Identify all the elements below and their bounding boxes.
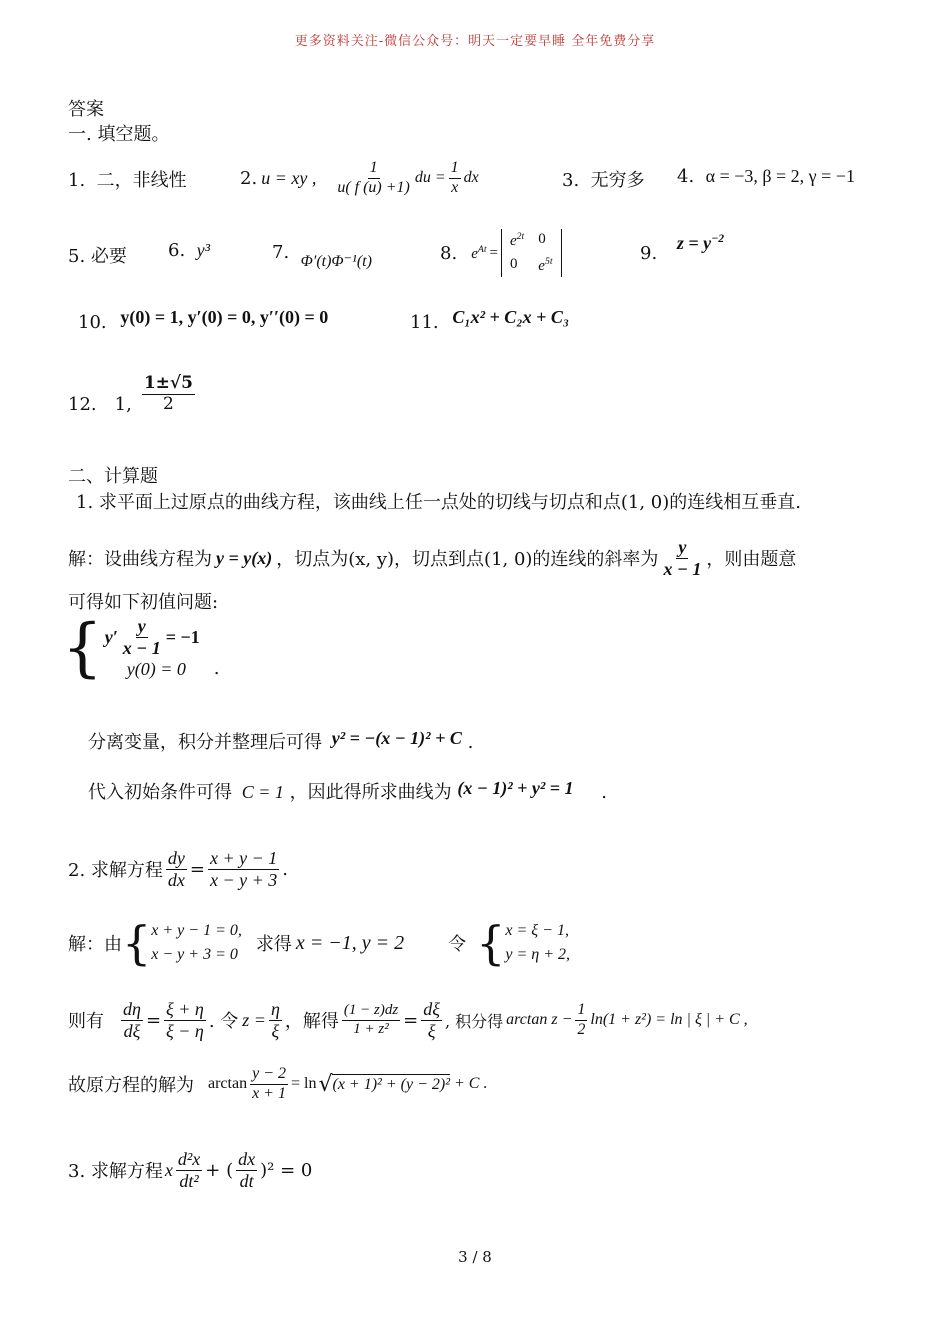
problem-3-question — [68, 1140, 312, 1200]
answer-4-number: 4. — [677, 166, 695, 187]
p2-l2c: (x + 1)² + (y − 2)² — [332, 1076, 450, 1093]
p2-eq2: = — [145, 1009, 162, 1031]
p2-l1: 则有 — [68, 1011, 104, 1032]
p2-f5-den: ξ — [427, 1020, 436, 1041]
p2-s3: 令 — [448, 934, 467, 955]
p1-l2-end: . — [601, 782, 608, 803]
answer-8-lhs — [471, 244, 486, 263]
p2-cond-2 — [505, 919, 570, 967]
problem-2-question — [68, 840, 288, 898]
p2-cond-1 — [151, 919, 242, 967]
p2-f5 — [421, 999, 442, 1041]
frac-1-den: u( f (u) +1) — [337, 178, 410, 196]
problem-2-solution-line-1 — [68, 914, 570, 972]
answer-8-number: 8. — [440, 242, 458, 264]
p2-f6 — [575, 1001, 587, 1039]
answer-8-eq: = — [489, 244, 498, 261]
answer-9 — [640, 232, 725, 265]
p2-arctan: arctan z − — [506, 1011, 573, 1028]
p2-f7 — [250, 1065, 288, 1103]
p2-frac-1 — [166, 848, 187, 890]
sys1-den: x − 1 — [122, 638, 161, 658]
p2-f2-den: ξ − η — [166, 1020, 204, 1041]
p2-f7-num: y − 2 — [250, 1065, 288, 1084]
q12-num: 1±√5 — [143, 372, 193, 393]
m22-e: e — [538, 257, 545, 274]
matrix-21: 0 — [510, 256, 518, 272]
system-line-1 — [105, 616, 200, 658]
sys1-frac — [121, 616, 163, 658]
p2-f6-den: 2 — [577, 1020, 586, 1038]
answer-9-text — [677, 233, 724, 253]
answer-1 — [68, 166, 187, 192]
answer-10-number: 10. — [78, 312, 107, 333]
answer-1-number: 1. — [68, 170, 86, 191]
p1-l2: 代入初始条件可得 — [88, 782, 232, 803]
answer-2-frac-2 — [449, 159, 461, 197]
answer-6-number: 6. — [168, 240, 186, 261]
p2-c2: x − y + 3 = 0 — [151, 946, 238, 963]
answer-2-number: 2. — [240, 167, 258, 189]
answer-9-number: 9. — [640, 243, 658, 265]
p3-f1 — [176, 1149, 202, 1191]
q12-den: 2 — [162, 393, 174, 414]
problem-1-system — [62, 611, 220, 685]
p2-f2-num: ξ + η — [166, 998, 204, 1019]
p2-f3-den: ξ — [271, 1020, 280, 1041]
sys1-num: y — [137, 616, 146, 637]
p2-f3 — [269, 999, 282, 1041]
q8-e: e — [471, 245, 478, 262]
p2-l1e: ln(1 + z²) = ln | ξ | + C , — [590, 1011, 748, 1028]
sys1-rhs: = −1 — [165, 627, 200, 647]
p2-f1-num: dη — [123, 998, 141, 1019]
q9-main: z = y — [676, 233, 712, 254]
sys1-yprime: y′ — [104, 627, 118, 647]
p2-l1c: ，解得 — [284, 1011, 339, 1032]
problem-1-solution-line-1 — [68, 530, 796, 586]
sqrt-icon: √ — [318, 1071, 333, 1097]
frac-2-den: x — [451, 178, 459, 196]
p2-frac-2-num: x + y − 1 — [210, 847, 278, 868]
system-end: . — [213, 657, 220, 679]
p1-slope-den: x − 1 — [663, 558, 702, 579]
m11-sup: 2t — [516, 231, 525, 243]
p2-f4-den: 1 + z² — [353, 1020, 389, 1037]
p2-s2: 求得 — [255, 934, 292, 955]
p2-l2d: + C . — [453, 1075, 488, 1092]
answer-7-text: Φ′(t)Φ⁻¹(t) — [300, 253, 372, 270]
p2-frac-2 — [208, 848, 279, 890]
problem-1-solution-line-2: 可得如下初值问题: — [68, 592, 219, 613]
answer-8 — [440, 224, 562, 282]
answer-3-number: 3. — [562, 170, 580, 191]
problem-1-question: 1. 求平面上过原点的曲线方程，该曲线上任一点处的切线与切点和点(1, 0)的连线相互垂直. — [76, 492, 802, 513]
problem-2-solution-line-3 — [68, 1056, 487, 1112]
p2-z: z = — [242, 1009, 266, 1030]
p2-s1: 解：由 — [68, 934, 122, 955]
p2-f6-num: 1 — [575, 1001, 587, 1020]
system-lines — [105, 616, 200, 679]
p1-s2: ，切点为(x, y)，切点到点(1, 0)的连线的斜率为 — [276, 549, 659, 570]
calc-section-title: 二、计算题 — [68, 466, 158, 487]
p3-f2 — [236, 1149, 257, 1191]
p1-l2-math: C = 1 — [241, 782, 284, 802]
p3-f1-den: dt² — [179, 1170, 199, 1191]
p2-f1 — [121, 999, 143, 1041]
p3-q: 3. 求解方程 — [68, 1161, 163, 1182]
p3-x: x — [164, 1159, 173, 1180]
p2-f4 — [342, 1002, 400, 1038]
answer-2-frac-1 — [335, 159, 412, 197]
problem-2-solution-line-2 — [68, 992, 748, 1048]
answer-12 — [68, 372, 198, 432]
m22-sup: 5t — [544, 256, 553, 267]
p1-l1-end: . — [467, 732, 474, 753]
answer-5: 5. 必要 — [68, 246, 127, 267]
answer-2-du: du = — [414, 169, 446, 186]
page-number: 3 / 8 — [458, 1248, 492, 1266]
answer-1-text: 二，非线性 — [96, 170, 187, 191]
answer-7-number: 7. — [272, 242, 290, 263]
answer-11-number: 11. — [410, 312, 439, 333]
answer-2-dx: dx — [463, 169, 479, 186]
p2-f1-den: dξ — [123, 1020, 141, 1041]
answer-12-frac — [142, 374, 195, 414]
header-banner: 更多资料关注-微信公众号：明天一定要早睡 全年免费分享 — [294, 34, 656, 49]
p2-f4-num: (1 − z)dz — [342, 1002, 400, 1020]
frac-1-num: 1 — [368, 159, 380, 178]
answer-7 — [272, 242, 372, 270]
p2-eq: = — [189, 858, 205, 880]
p1-l1-math: y² = −(x − 1)² + C — [331, 728, 462, 748]
p3-f2-den: dt — [239, 1170, 254, 1191]
p2-frac-1-num: dy — [167, 847, 185, 868]
matrix-22 — [538, 256, 552, 275]
answer-11 — [410, 307, 570, 333]
frac-2-num: 1 — [449, 159, 461, 178]
p1-l1: 分离变量，积分并整理后可得 — [88, 732, 322, 753]
answer-12-a: 1, — [114, 393, 132, 415]
p1-s3: ，则由题意 — [706, 549, 797, 570]
p3-f1-num: d²x — [177, 1148, 201, 1169]
answer-2 — [240, 150, 479, 206]
p2-l2: 故原方程的解为 — [68, 1075, 194, 1096]
p2-brace-1: { — [122, 916, 152, 970]
p2-l2b: = ln — [290, 1075, 317, 1092]
p3-f2-num: dx — [238, 1148, 256, 1169]
q9-sup: −2 — [711, 232, 725, 245]
p1-slope-num: y — [678, 536, 687, 557]
answer-8-matrix — [501, 229, 562, 277]
matrix-12: 0 — [538, 231, 546, 248]
p2-f2 — [164, 999, 206, 1041]
p1-l2-math2: (x − 1)² + y² = 1 — [457, 778, 574, 798]
fill-section-title: 一. 填空题。 — [68, 124, 170, 145]
answer-4-text: α = −3, β = 2, γ = −1 — [705, 166, 855, 186]
p2-l1d: , 积分得 — [444, 1011, 504, 1031]
p3-end: )² = 0 — [260, 1159, 313, 1181]
answer-10 — [78, 307, 329, 333]
p2-q: 2. 求解方程 — [68, 860, 163, 881]
answers-title: 答案 — [68, 99, 104, 120]
p1-l2b: ，因此得所求曲线为 — [289, 782, 452, 803]
p3-mid: + ( — [205, 1159, 234, 1181]
answer-11-text: C₁x² + C₂x + C₃ — [452, 307, 570, 327]
m11-e: e — [510, 233, 517, 249]
p2-f3-num: η — [270, 998, 280, 1019]
p1-slope-frac — [661, 537, 703, 579]
p2-c1: x + y − 1 = 0, — [151, 922, 242, 939]
problem-1-line-4 — [88, 778, 607, 804]
p2-eq3: = — [403, 1009, 419, 1031]
p2-end: . — [282, 858, 289, 880]
answer-4 — [677, 166, 855, 187]
answer-6-text: y³ — [196, 240, 211, 260]
p2-f7-den: x + 1 — [252, 1084, 286, 1102]
answer-12-number: 12. — [68, 393, 97, 415]
p2-frac-2-den: x − y + 3 — [210, 869, 278, 890]
p2-frac-1-den: dx — [167, 869, 185, 890]
answer-3 — [562, 166, 645, 192]
answer-2-part-a: u = xy , — [261, 167, 317, 188]
p2-l1b: . 令 — [208, 1011, 239, 1032]
p1-s1-math: y = y(x) — [216, 547, 273, 568]
answer-6 — [168, 240, 210, 261]
p2-brace-2: { — [476, 916, 506, 970]
p2-c4: y = η + 2, — [505, 946, 571, 963]
p2-s2-math: x = −1, y = 2 — [295, 931, 405, 954]
p2-l2a: arctan — [208, 1075, 248, 1092]
problem-1-line-3 — [88, 728, 473, 754]
system-line-2: y(0) = 0 — [126, 658, 186, 679]
q8-at: At — [477, 243, 487, 255]
p2-f5-num: dξ — [423, 998, 440, 1019]
p2-c3: x = ξ − 1, — [505, 922, 569, 939]
p1-s1: 解：设曲线方程为 — [68, 549, 212, 570]
answer-10-text: y(0) = 1, y′(0) = 0, y′′(0) = 0 — [120, 307, 329, 327]
matrix-11 — [510, 231, 524, 250]
answer-3-text: 无穷多 — [590, 170, 645, 191]
left-brace: { — [62, 611, 103, 685]
